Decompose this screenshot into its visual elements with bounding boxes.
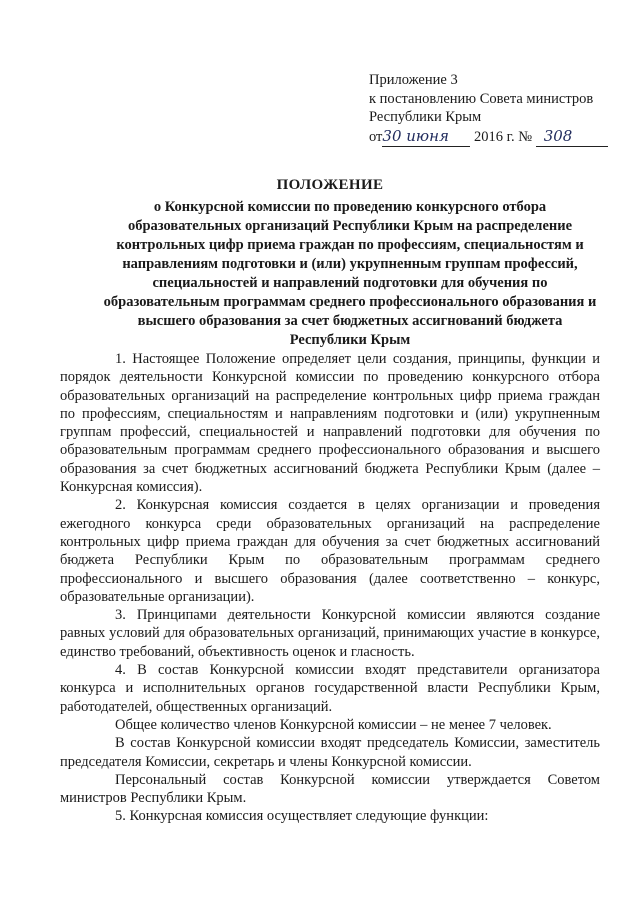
- paragraph-2: 2. Конкурсная комиссия создается в целях организации и проведения ежегодного конкурса среди образовательных организаций на распределение контрольных цифр приема граждан для обучения за счет бюджетных ассигнований бюджета Республики Крым по образовательным программам среднего профессионального и высшего образования (далее соответственно – конкурс, образовательные организации).: [60, 497, 600, 605]
- paragraph-4-members-count: Общее количество членов Конкурсной комиссии – не менее 7 человек.: [115, 716, 552, 733]
- document-title: ПОЛОЖЕНИЕ: [276, 177, 384, 193]
- appendix-reference: к постановлению Совета министров: [369, 90, 594, 107]
- paragraph-5: 5. Конкурсная комиссия осуществляет следующие функции:: [115, 808, 489, 825]
- appendix-number: Приложение 3: [369, 72, 458, 88]
- document-body: [60, 350, 600, 826]
- paragraph-1: 1. Настоящее Положение определяет цели создания, принципы, функции и порядок деятельности Конкурсной комиссии по проведению конкурсного отбора образовательных организаций на распределение контрольных цифр приема граждан по профессиям, специальностям и направлениям подготовки и (или) укрупненным группам профессий, специальностей и направлений подготовки для обучения по образовательным программам среднего профессионального образования и высшего образования за счет бюджетных ассигнований бюджета Республики Крым (далее – Конкурсная комиссия).: [60, 351, 600, 496]
- year-and-number-label: 2016 г. №: [474, 128, 533, 145]
- paragraph-4: 4. В состав Конкурсной комиссии входят представители организатора конкурса и исполнительных органов государственной власти Республики Крым, работодателей, общественных организаций.: [60, 662, 600, 715]
- handwritten-date: 30 июня: [382, 126, 449, 145]
- document-subtitle: о Конкурсной комиссии по проведению конкурсного отбора образовательных организаций Республики Крым на распределение контрольных цифр приема граждан по профессиям, специальностям и направлениям подготовки и (или) укрупненным группам профессий, специальностей и направлений подготовки для обучения по образовательным программам среднего профессионального образования и высшего образования за счет бюджетных ассигнований бюджета Республики Крым: [103, 199, 597, 348]
- paragraph-3: 3. Принципами деятельности Конкурсной комиссии являются создание равных условий для образовательных организаций, принимающих участие в конкурсе, единство требований, объективность оценок и гласность.: [60, 607, 600, 660]
- paragraph-4-composition: В состав Конкурсной комиссии входят председатель Комиссии, заместитель председателя Комиссии, секретарь и члены Конкурсной комиссии.: [60, 735, 600, 770]
- date-prefix: от: [369, 128, 383, 145]
- appendix-date-line: [369, 127, 619, 148]
- paragraph-4-approval: Персональный состав Конкурсной комиссии утверждается Советом министров Республики Крым.: [60, 771, 600, 807]
- appendix-authority: Республики Крым: [369, 109, 482, 125]
- handwritten-number: 308: [543, 126, 573, 145]
- appendix-block: [369, 71, 619, 147]
